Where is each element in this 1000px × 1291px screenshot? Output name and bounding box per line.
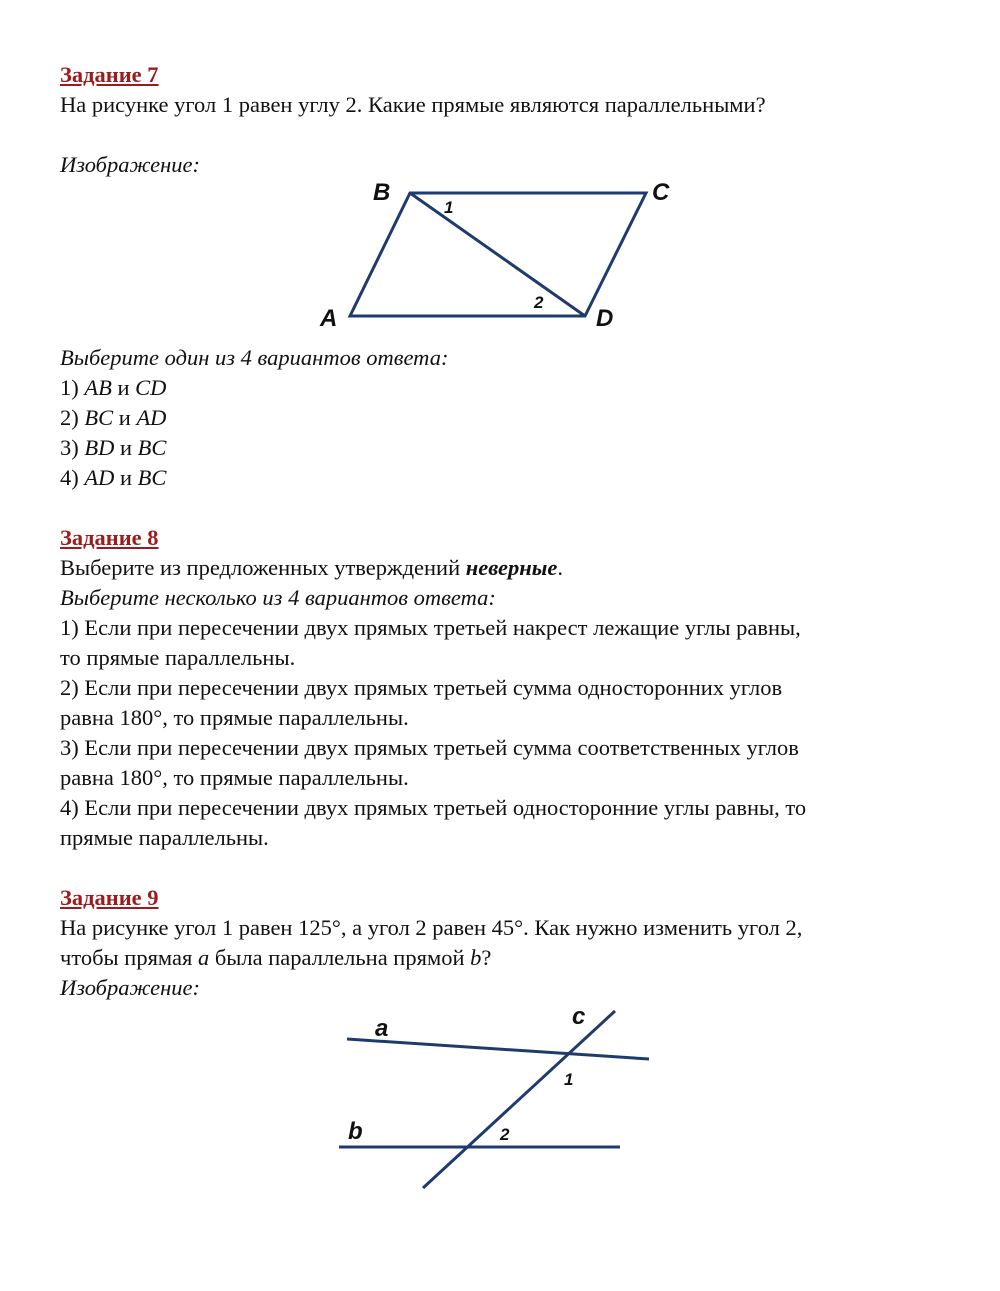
task8-statement-line: равна 180°, то прямые параллельны. <box>60 705 409 730</box>
option-line-1: BC <box>84 405 114 430</box>
task8-statement-line: 1) Если при пересечении двух прямых третьей накрест лежащие углы равны, <box>60 615 801 640</box>
task7-parallelogram-figure <box>300 170 700 340</box>
diagonal-bd <box>410 193 585 316</box>
option-and: и <box>113 405 137 430</box>
line-c-transversal <box>423 1011 615 1188</box>
option-line-2: CD <box>135 375 167 400</box>
task7-question: На рисунке угол 1 равен углу 2. Какие прямые являются параллельными? <box>60 92 766 117</box>
task7-option-3 <box>60 433 166 463</box>
option-and: и <box>114 465 138 490</box>
task7-title: Задание 7 <box>60 62 159 87</box>
option-line-1: BD <box>84 435 115 460</box>
angle-1-label: 1 <box>444 198 454 217</box>
task8-question-text: Выберите из предложенных утверждений <box>60 555 466 580</box>
vertex-d-label: D <box>596 305 614 332</box>
task8-statement-line: 4) Если при пересечении двух прямых третьей односторонние углы равны, то <box>60 795 807 820</box>
task8-statement-line: 3) Если при пересечении двух прямых третьей сумма соответственных углов <box>60 735 799 760</box>
task7-option-2 <box>60 403 166 433</box>
task8-instruction: Выберите несколько из 4 вариантов ответа: <box>60 585 496 610</box>
vertex-c-label: C <box>652 179 670 206</box>
task9-question-line1: На рисунке угол 1 равен 125°, а угол 2 равен 45°. Как нужно изменить угол 2, <box>60 915 803 940</box>
task8-statement-line: прямые параллельны. <box>60 825 269 850</box>
q-text: чтобы прямая <box>60 945 198 970</box>
q-text: ? <box>481 945 492 970</box>
task8-question-emphasis: неверные <box>465 555 558 580</box>
option-line-1: AD <box>84 465 115 490</box>
option-number: 1) <box>60 375 85 400</box>
option-number: 4) <box>60 465 85 490</box>
task8-title: Задание 8 <box>60 525 159 550</box>
task8-statement-line: 2) Если при пересечении двух прямых третьей сумма односторонних углов <box>60 675 783 700</box>
task9-title: Задание 9 <box>60 885 159 910</box>
task9-lines-figure <box>320 995 680 1205</box>
angle-2-label: 2 <box>534 293 544 312</box>
task7-image-label: Изображение: <box>60 152 201 177</box>
option-line-2: BC <box>137 435 167 460</box>
angle-2-label: 2 <box>500 1125 510 1144</box>
vertex-a-label: A <box>320 305 338 332</box>
line-a <box>347 1039 649 1059</box>
vertex-b-label: B <box>373 179 391 206</box>
option-and: и <box>111 375 136 400</box>
option-line-2: BC <box>137 465 167 490</box>
task8-statement-line: то прямые параллельны. <box>60 645 296 670</box>
task9-question-line2 <box>60 943 491 973</box>
task7-option-1 <box>60 373 166 403</box>
angle-1-label: 1 <box>564 1070 574 1089</box>
task8-question <box>60 553 563 583</box>
line-c-label: c <box>572 1003 586 1030</box>
line-b-label: b <box>348 1118 363 1145</box>
task7-option-4 <box>60 463 166 493</box>
task7-instruction: Выберите один из 4 вариантов ответа: <box>60 345 449 370</box>
option-line-2: AD <box>136 405 167 430</box>
option-number: 2) <box>60 405 85 430</box>
task8-question-end: . <box>557 555 563 580</box>
q-line-a: a <box>197 945 210 970</box>
option-number: 3) <box>60 435 85 460</box>
q-text: была параллельна прямой <box>209 945 471 970</box>
line-a-label: a <box>375 1015 389 1042</box>
option-line-1: AB <box>84 375 112 400</box>
task9-image-label: Изображение: <box>60 975 201 1000</box>
q-line-b: b <box>470 945 482 970</box>
option-and: и <box>114 435 138 460</box>
task8-statement-line: равна 180°, то прямые параллельны. <box>60 765 409 790</box>
